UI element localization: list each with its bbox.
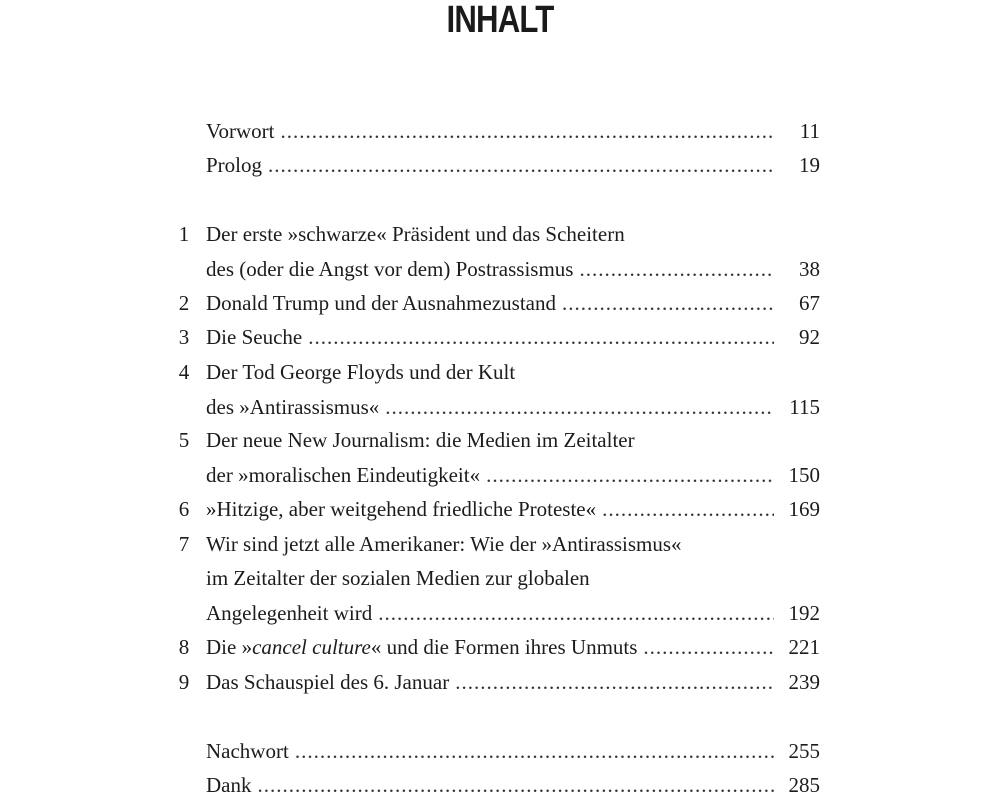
dot-leader — [455, 665, 774, 699]
toc-line — [178, 355, 820, 389]
dot-leader — [385, 390, 774, 424]
entry-title: des »Antirassismus« — [206, 395, 380, 419]
page-number: 255 — [788, 739, 820, 763]
page-number: 92 — [799, 325, 820, 349]
toc-line — [178, 492, 820, 526]
chapter-number: 9 — [178, 670, 190, 694]
chapter-number: 5 — [178, 428, 190, 452]
entry-title: Der Tod George Floyds und der Kult — [206, 360, 516, 384]
entry-title: »Hitzige, aber weitgehend friedliche Proteste« — [206, 497, 597, 521]
entry-title: des (oder die Angst vor dem) Postrassismus — [206, 257, 574, 281]
chapter-number: 6 — [178, 497, 190, 521]
toc-line — [178, 320, 820, 354]
entry-title: Die Seuche — [206, 325, 303, 349]
page-number: 115 — [789, 395, 820, 419]
dot-leader — [268, 148, 774, 182]
chapter-number: 3 — [178, 325, 190, 349]
chapter-number: 8 — [178, 635, 190, 659]
dot-leader — [308, 320, 774, 354]
toc-line — [178, 217, 820, 251]
chapter-number: 2 — [178, 291, 190, 315]
dot-leader — [602, 492, 774, 526]
page-number: 19 — [799, 153, 820, 177]
page-number: 11 — [799, 119, 820, 143]
entry-title: Der neue New Journalism: die Medien im Zeitalter — [206, 428, 635, 452]
page-number: 67 — [799, 291, 820, 315]
toc-line — [206, 561, 820, 595]
chapter-number: 1 — [178, 222, 190, 246]
entry-title: Wir sind jetzt alle Amerikaner: Wie der »Antirassismus« — [206, 532, 682, 556]
dot-leader — [579, 252, 774, 286]
entry-title: Vorwort — [206, 119, 275, 143]
entry-title: Das Schauspiel des 6. Januar — [206, 670, 450, 694]
page-number: 239 — [788, 670, 820, 694]
page-number: 169 — [788, 497, 820, 521]
dot-leader — [486, 458, 774, 492]
entry-title: Die »cancel culture« und die Formen ihres Unmuts — [206, 635, 638, 659]
toc-line — [178, 665, 820, 699]
chapter-number: 7 — [178, 532, 190, 556]
entry-title: Angelegenheit wird — [206, 601, 373, 625]
toc-line — [206, 148, 820, 182]
dot-leader — [378, 596, 774, 630]
toc-line — [178, 286, 820, 320]
toc-line — [206, 458, 820, 492]
dot-leader — [258, 768, 775, 802]
toc-line — [206, 114, 820, 148]
toc-line — [206, 390, 820, 424]
page-number: 38 — [799, 257, 820, 281]
entry-title: Prolog — [206, 153, 263, 177]
page-number: 221 — [788, 635, 820, 659]
entry-title: Dank — [206, 773, 252, 797]
entry-title: Der erste »schwarze« Präsident und das Scheitern — [206, 222, 625, 246]
page-number: 285 — [788, 773, 820, 797]
toc-line — [178, 527, 820, 561]
toc-line — [206, 734, 820, 768]
entry-title: im Zeitalter der sozialen Medien zur globalen — [206, 566, 590, 590]
dot-leader — [280, 114, 774, 148]
entry-title: der »moralischen Eindeutigkeit« — [206, 463, 481, 487]
page-number: 192 — [788, 601, 820, 625]
toc-line — [206, 252, 820, 286]
toc-line — [206, 768, 820, 802]
page-number: 150 — [788, 463, 820, 487]
chapter-number: 4 — [178, 360, 190, 384]
toc-line — [178, 630, 820, 664]
entry-title: Donald Trump und der Ausnahmezustand — [206, 291, 556, 315]
dot-leader — [643, 630, 774, 664]
dot-leader — [562, 286, 774, 320]
entry-title: Nachwort — [206, 739, 289, 763]
toc-line — [206, 596, 820, 630]
toc-line — [178, 423, 820, 457]
page-title: INHALT — [446, 0, 554, 41]
dot-leader — [295, 734, 774, 768]
